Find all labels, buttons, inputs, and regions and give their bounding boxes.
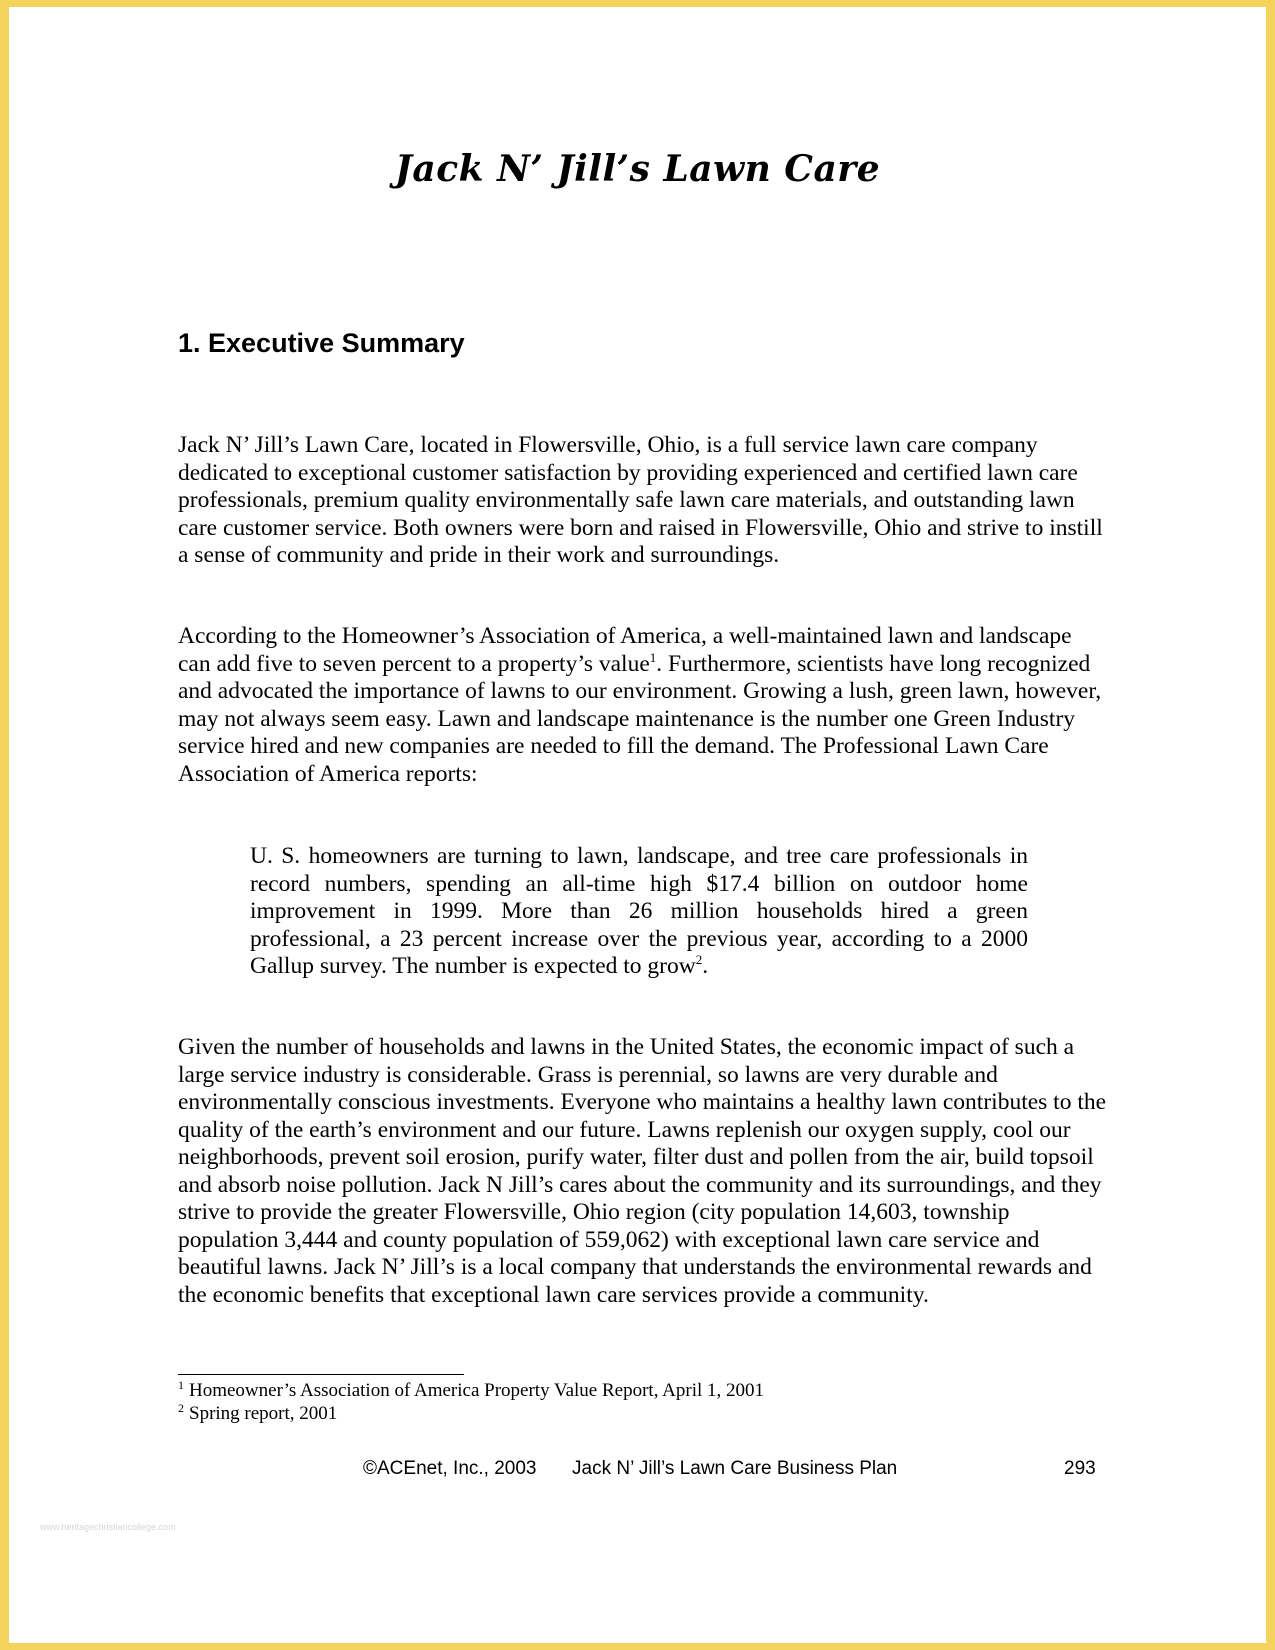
footnote-1-text: Homeowner’s Association of America Property Value Report, April 1, 2001 [189, 1380, 765, 1401]
footer-document-title: Jack N’ Jill’s Lawn Care Business Plan [572, 1458, 898, 1479]
footnote-1-number: 1 [178, 1378, 184, 1392]
paragraph-impact: Given the number of households and lawns in the United States, the economic impact of such a large service industry is considerable. Grass is perennial, so lawns are very durable and environmentally conscious investments. Everyone who maintains a healthy lawn contributes to the quality of the earth’s environment and our future. Lawns replenish our oxygen supply, cool our neighborhoods, prevent soil erosion, purify water, filter dust and pollen from the air, build topsoil and absorb noise pollution. Jack N Jill’s cares about the community and its surroundings, and they strive to provide the greater Flowersville, Ohio region (city population 14,603, township population 3,444 and county population of 559,062) with exceptional lawn care service and beautiful lawns. Jack N’ Jill’s is a local company that understands the environmental rewards and the economic benefits that exceptional lawn care services provide a community. [178, 1034, 1107, 1308]
footnote-ref-2[interactable]: 2 [695, 952, 703, 967]
page-border-bottom [0, 1643, 1275, 1650]
paragraph-market-text-1: According to the Homeowner’s Association of America, a well-maintained lawn and landscape can add five to seven percent to a property’s value [178, 623, 1072, 677]
footnote-2-number: 2 [178, 1401, 184, 1415]
paragraph-intro: Jack N’ Jill’s Lawn Care, located in Flowersville, Ohio, is a full service lawn care company dedicated to exceptional customer satisfaction by providing experienced and certified lawn care professionals, premium quality environmentally safe lawn care materials, and outstanding lawn care customer service. Both owners were born and raised in Flowersville, Ohio and strive to instill a sense of community and pride in their work and surroundings. [178, 432, 1103, 568]
document-title: Jack N’ Jill’s Lawn Care [394, 148, 881, 190]
page-number: 293 [1064, 1458, 1096, 1479]
page-border-left [0, 0, 9, 1650]
footer-copyright: ©ACEnet, Inc., 2003 [363, 1458, 537, 1479]
page-border-top [0, 0, 1275, 7]
paragraph-market [178, 623, 1108, 788]
section-heading: 1. Executive Summary [178, 328, 465, 358]
paragraph-market-text-2: . Furthermore, scientists have long recognized and advocated the importance of lawns to our environment. Growing a lush, green lawn, however, may not always seem easy. Lawn and landscape maintenance is the number one Green Industry service hired and new companies are needed to fill the demand. The Professional Lawn Care Association of America reports: [178, 650, 1102, 787]
footnote-ref-1[interactable]: 1 [649, 649, 657, 665]
watermark-text: www.heritagechristiancollege.com [40, 1522, 176, 1532]
block-quote-text: U. S. homeowners are turning to lawn, landscape, and tree care professionals in record numbers, spending an all-time high $17.4 billion on outdoor home improvement in 1999. More than 26 million households hired a green professional, a 23 percent increase over the previous year, according to a 2000 Gallup survey. The number is expected to grow [250, 843, 1028, 979]
block-quote [250, 843, 1028, 981]
footnote-separator [178, 1374, 464, 1375]
page-border-right [1266, 0, 1275, 1650]
footnote-1 [178, 1380, 764, 1402]
footnote-2-text: Spring report, 2001 [189, 1403, 338, 1424]
footnote-2 [178, 1403, 337, 1425]
block-quote-end: . [702, 953, 709, 979]
